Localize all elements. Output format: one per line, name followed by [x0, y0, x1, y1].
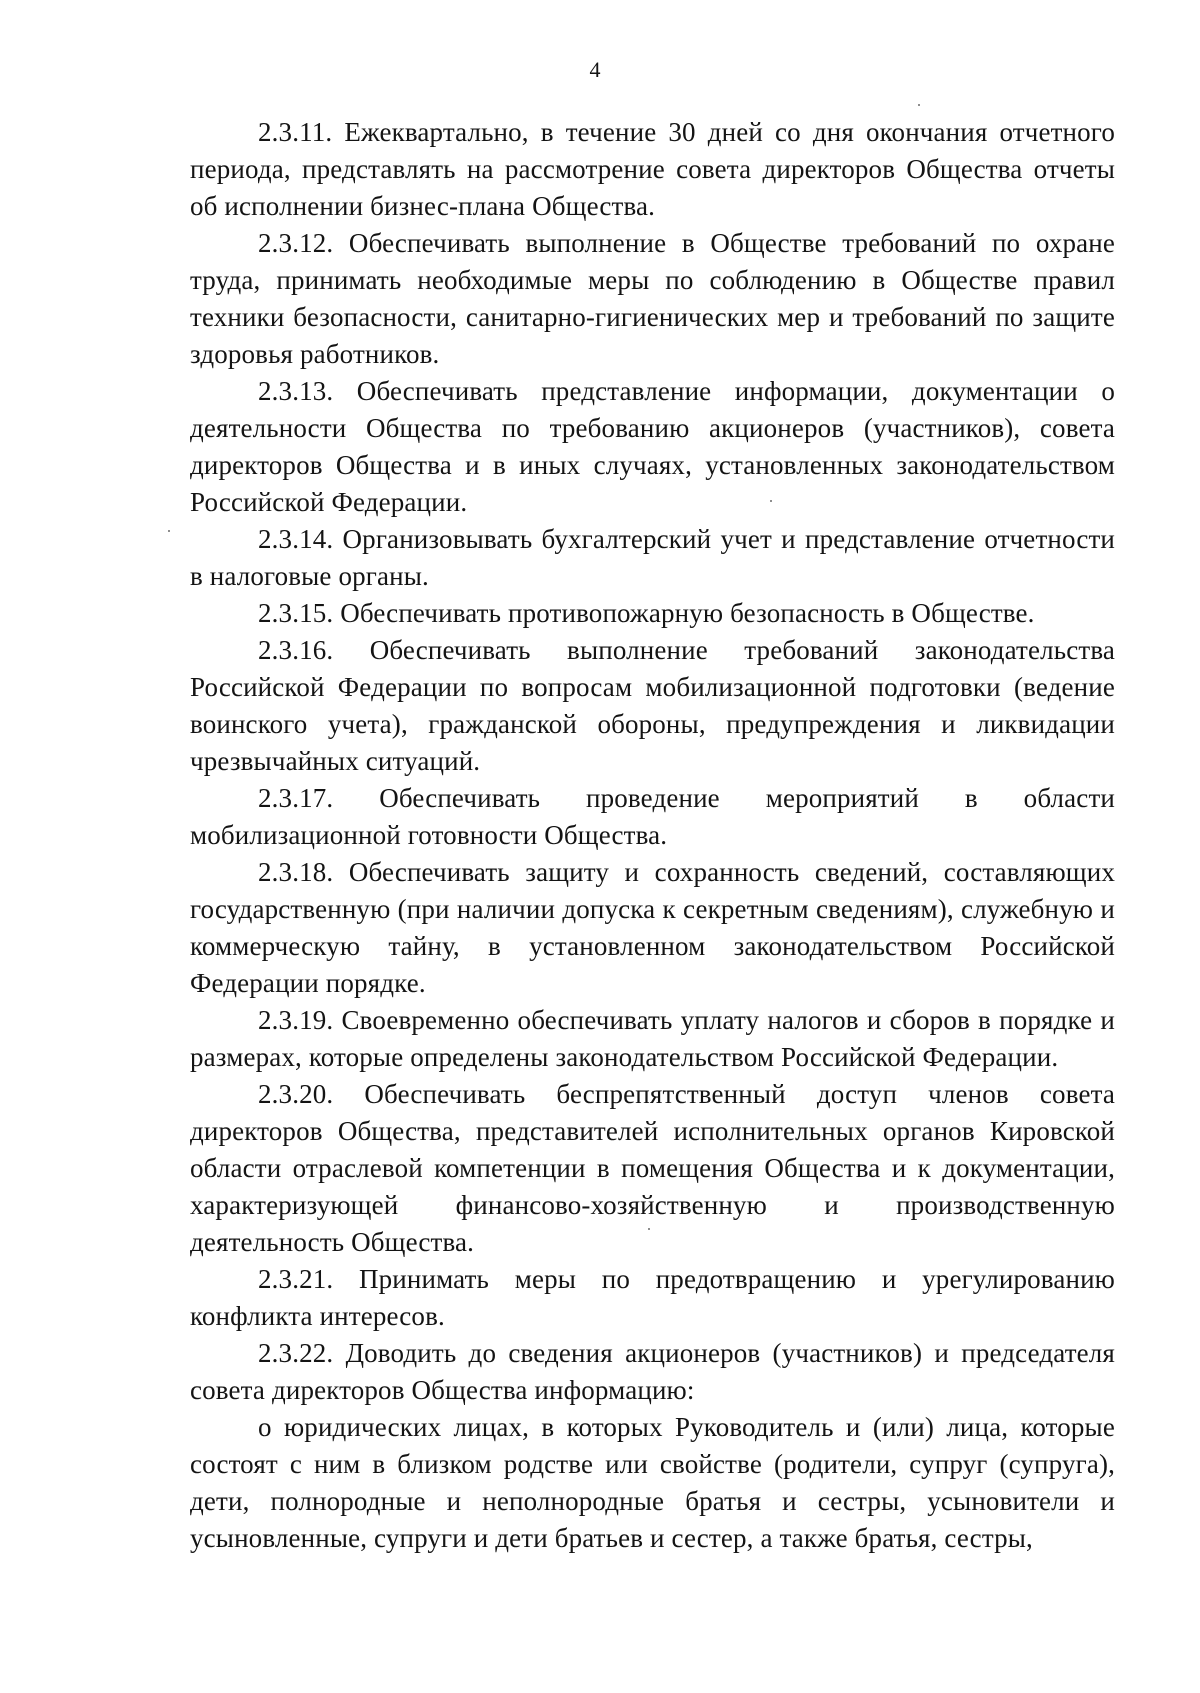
scan-speck — [918, 104, 920, 106]
paragraph-2-3-16: 2.3.16. Обеспечивать выполнение требований законодательства Российской Федерации по вопросам мобилизационной подготовки (ведение воинского учета), гражданской обороны, предупреждения и ликвидации чрезвычайных ситуаций. — [190, 635, 1115, 776]
scan-speck — [770, 500, 772, 502]
paragraph-2-3-13: 2.3.13. Обеспечивать представление информации, документации о деятельности Общества по требованию акционеров (участников), совета директоров Общества и в иных случаях, установленных законодательством Российской Федерации. — [190, 376, 1115, 517]
paragraph-2-3-11: 2.3.11. Ежеквартально, в течение 30 дней со дня окончания отчетного периода, представлять на рассмотрение совета директоров Общества отчеты об исполнении бизнес-плана Общества. — [190, 117, 1115, 221]
scan-speck — [648, 1228, 650, 1230]
paragraph-2-3-21: 2.3.21. Принимать меры по предотвращению и урегулированию конфликта интересов. — [190, 1264, 1115, 1331]
paragraph-2-3-17: 2.3.17. Обеспечивать проведение мероприятий в области мобилизационной готовности Общества. — [190, 783, 1115, 850]
paragraph-2-3-22: 2.3.22. Доводить до сведения акционеров (участников) и председателя совета директоров Общества информацию: — [190, 1338, 1115, 1405]
scan-speck — [168, 530, 170, 532]
paragraph-2-3-19: 2.3.19. Своевременно обеспечивать уплату налогов и сборов в порядке и размерах, которые определены законодательством Российской Федерации. — [190, 1005, 1115, 1072]
paragraph-2-3-20: 2.3.20. Обеспечивать беспрепятственный доступ членов совета директоров Общества, представителей исполнительных органов Кировской области отраслевой компетенции в помещения Общества и к документации, характеризующей финансово-хозяйственную и производственную деятельность Общества. — [190, 1079, 1115, 1257]
page-number: 4 — [589, 57, 601, 82]
paragraph-2-3-18: 2.3.18. Обеспечивать защиту и сохранность сведений, составляющих государственную (при наличии допуска к секретным сведениям), служебную и коммерческую тайну, в установленном законодательством Российской Федерации порядке. — [190, 857, 1115, 998]
paragraph-2-3-15: 2.3.15. Обеспечивать противопожарную безопасность в Обществе. — [258, 598, 1035, 628]
document-body — [190, 114, 1115, 1557]
paragraph-2-3-12: 2.3.12. Обеспечивать выполнение в Обществе требований по охране труда, принимать необходимые меры по соблюдению в Обществе правил техники безопасности, санитарно-гигиенических мер и требований по защите здоровья работников. — [190, 228, 1115, 369]
paragraph-legal-entities: о юридических лицах, в которых Руководитель и (или) лица, которые состоят с ним в близком родстве или свойстве (родители, супруг (супруга), дети, полнородные и неполнородные братья и сестры, усыновители и усыновленные, супруги и дети братьев и сестер, а также братья, сестры, — [190, 1412, 1115, 1553]
paragraph-2-3-14: 2.3.14. Организовывать бухгалтерский учет и представление отчетности в налоговые органы. — [190, 524, 1115, 591]
